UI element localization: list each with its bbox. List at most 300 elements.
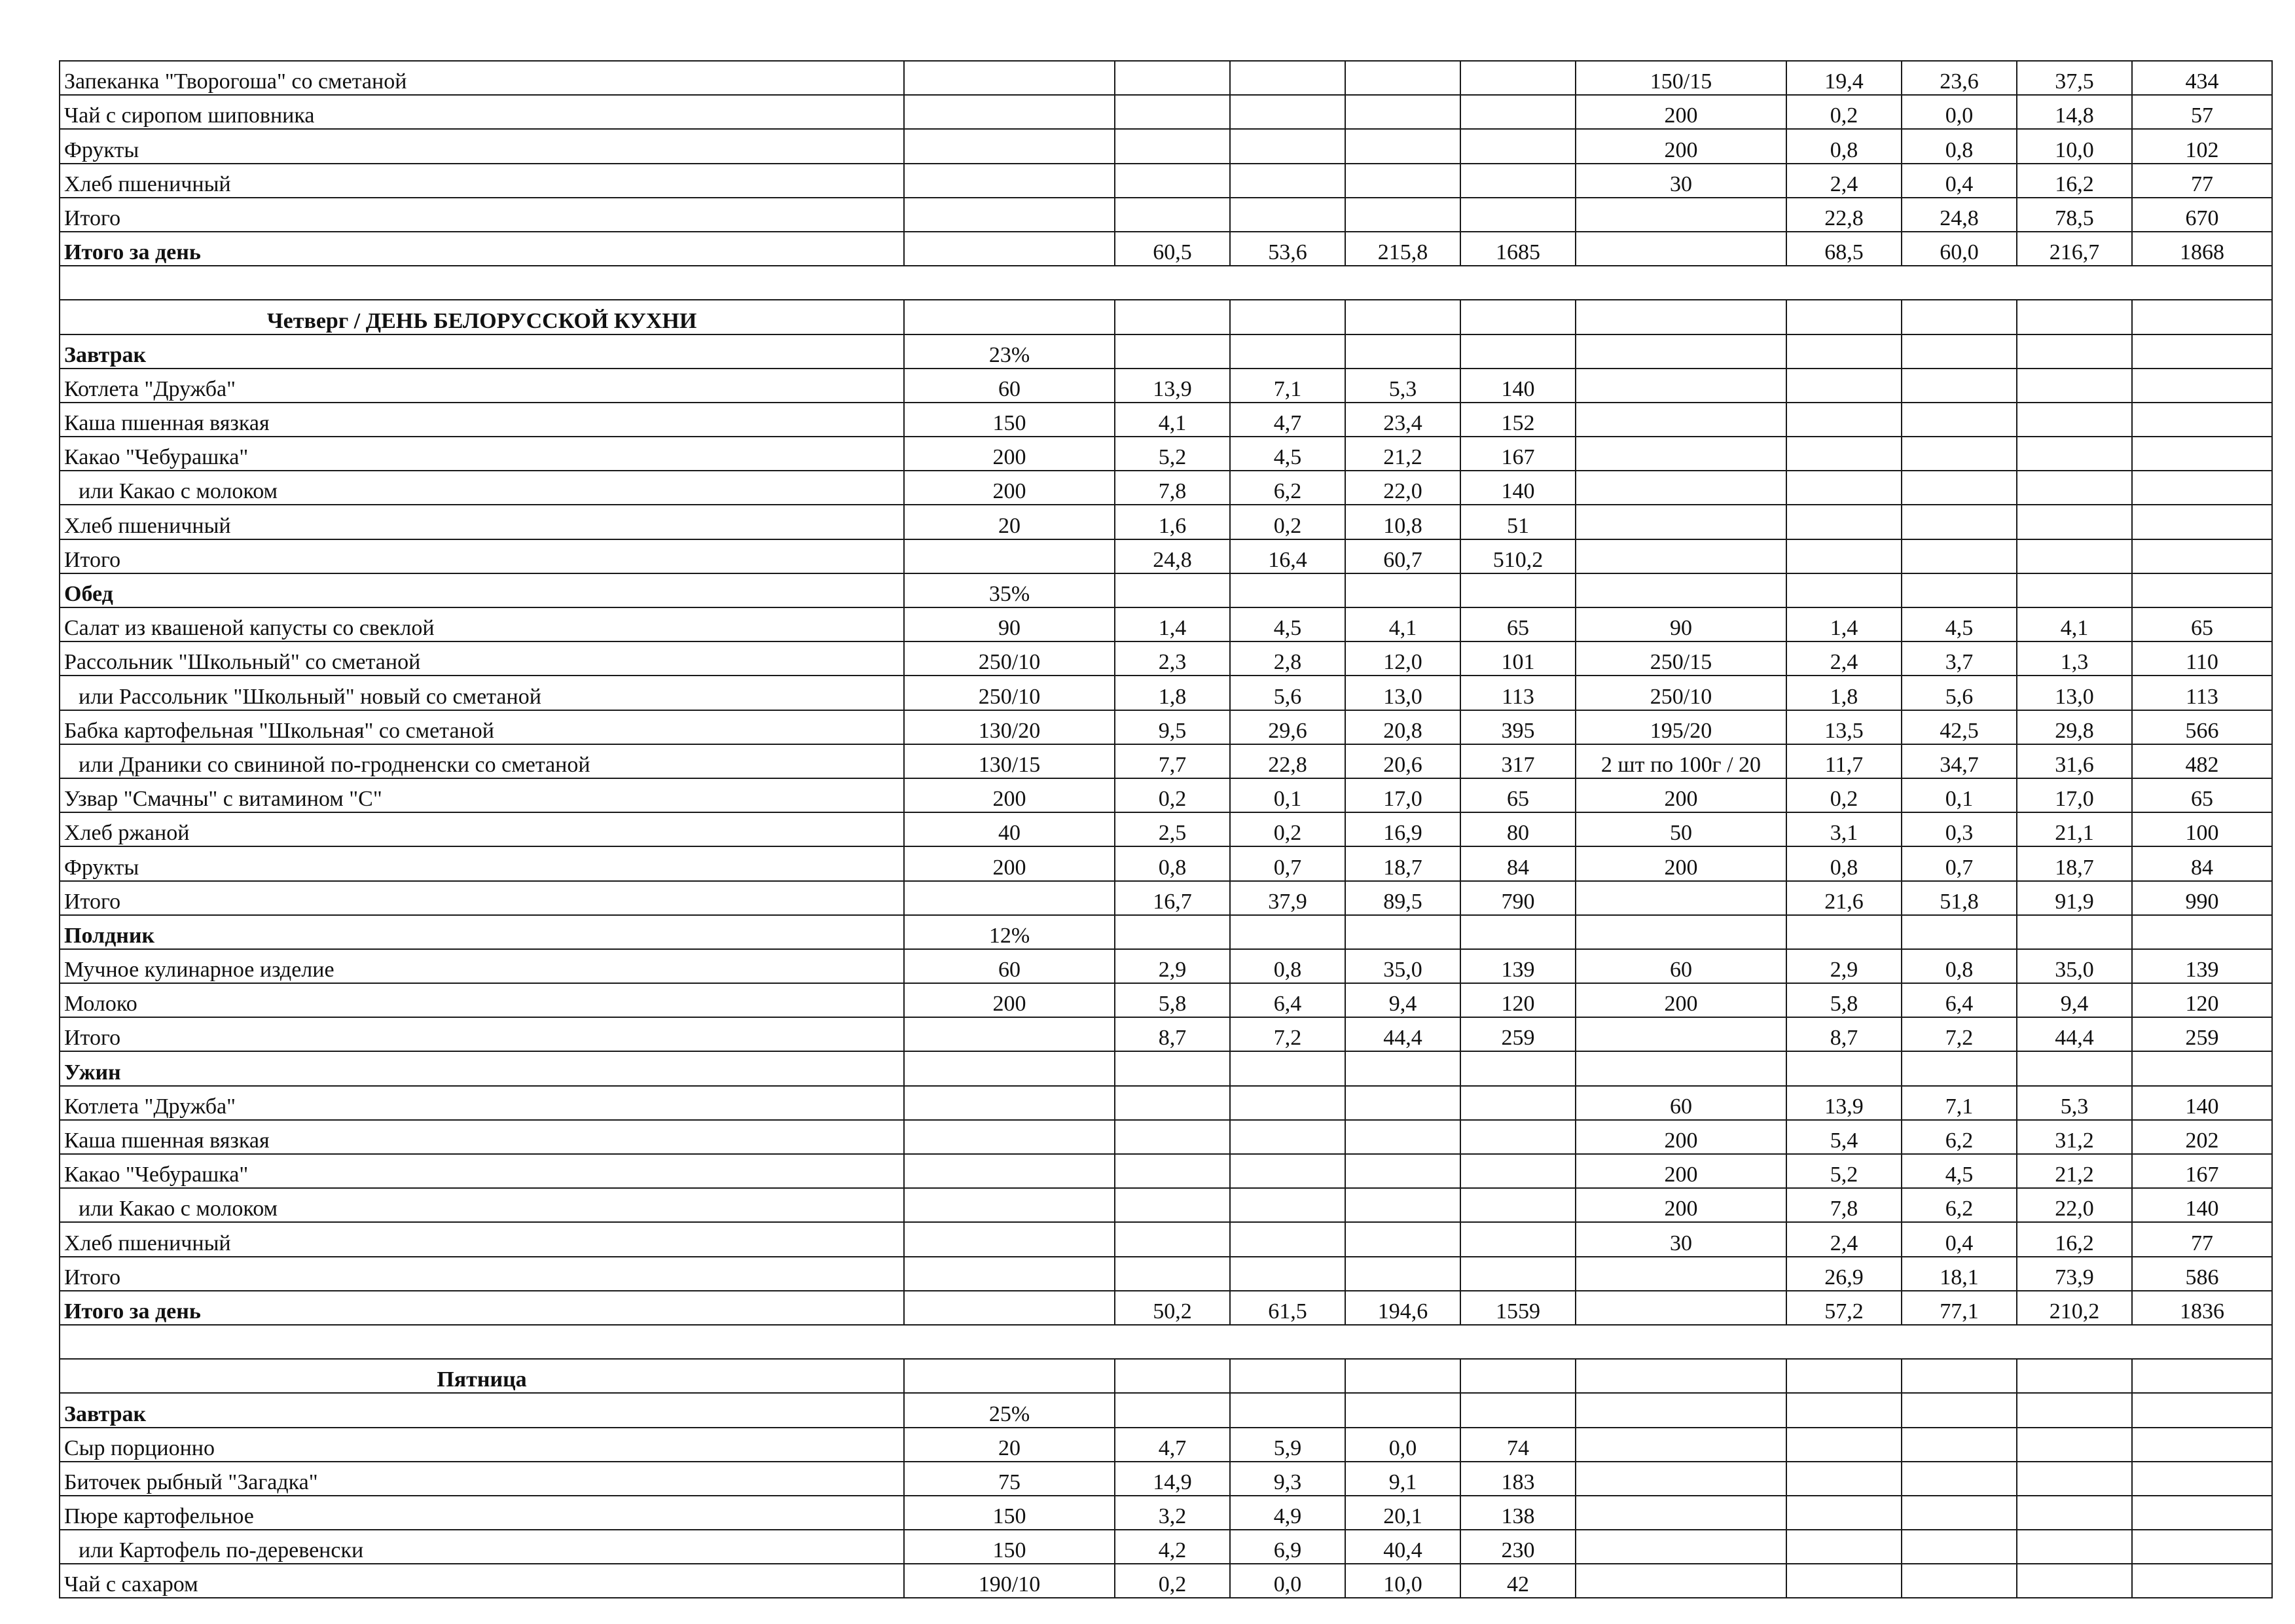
- value-cell: 0,8: [1115, 846, 1230, 880]
- value-cell: 65: [2132, 607, 2272, 641]
- table-row: [60, 1188, 2272, 1222]
- value-cell: 14,8: [2017, 95, 2132, 129]
- dish-name: Завтрак: [60, 1393, 904, 1427]
- value-cell: [2132, 1428, 2272, 1462]
- value-cell: 22,8: [1230, 744, 1345, 778]
- table-row: [60, 1222, 2272, 1256]
- value-cell: 200: [1576, 1154, 1786, 1188]
- value-cell: 4,5: [1230, 607, 1345, 641]
- value-cell: [1786, 505, 1902, 539]
- value-cell: 74: [1460, 1428, 1576, 1462]
- value-cell: 6,2: [1230, 471, 1345, 505]
- value-cell: 140: [2132, 1188, 2272, 1222]
- dish-name: Хлеб ржаной: [60, 812, 904, 846]
- value-cell: 11,7: [1786, 744, 1902, 778]
- value-cell: 20,8: [1345, 710, 1460, 744]
- dish-name: или Драники со свининой по-гродненски со сметаной: [60, 744, 904, 778]
- value-cell: 40,4: [1345, 1530, 1460, 1564]
- table-row: [60, 369, 2272, 403]
- day-header-row: [60, 300, 2272, 334]
- table-row: [60, 641, 2272, 676]
- dish-name: или Какао с молоком: [60, 1188, 904, 1222]
- value-cell: 139: [2132, 949, 2272, 983]
- dish-name: Рассольник "Школьный" со сметаной: [60, 641, 904, 676]
- value-cell: [904, 1120, 1115, 1154]
- value-cell: 24,8: [1902, 198, 2017, 232]
- value-cell: [1902, 505, 2017, 539]
- value-cell: 53,6: [1230, 232, 1345, 266]
- value-cell: 9,4: [1345, 983, 1460, 1017]
- value-cell: 17,0: [1345, 778, 1460, 812]
- table-row: [60, 1496, 2272, 1530]
- value-cell: 130/15: [904, 744, 1115, 778]
- value-cell: [1230, 164, 1345, 198]
- value-cell: [2017, 1564, 2132, 1598]
- value-cell: 2 шт по 100г / 20: [1576, 744, 1786, 778]
- value-cell: 200: [904, 983, 1115, 1017]
- spacer-row: [60, 266, 2272, 300]
- value-cell: [2132, 539, 2272, 573]
- dish-name: или Рассольник "Школьный" новый со сметаной: [60, 676, 904, 710]
- value-cell: 230: [1460, 1530, 1576, 1564]
- value-cell: 0,8: [1786, 846, 1902, 880]
- value-cell: 2,9: [1786, 949, 1902, 983]
- value-cell: [1786, 539, 1902, 573]
- spacer-row: [60, 1325, 2272, 1359]
- value-cell: [1230, 300, 1345, 334]
- value-cell: [1115, 300, 1230, 334]
- value-cell: [1345, 1051, 1460, 1085]
- value-cell: [1460, 573, 1576, 607]
- dish-name: Итого: [60, 1257, 904, 1291]
- value-cell: 26,9: [1786, 1257, 1902, 1291]
- value-cell: [1786, 1530, 1902, 1564]
- value-cell: [904, 129, 1115, 163]
- value-cell: 77,1: [1902, 1291, 2017, 1325]
- value-cell: [1230, 1154, 1345, 1188]
- value-cell: [1230, 1222, 1345, 1256]
- value-cell: [2017, 437, 2132, 471]
- table-row: [60, 1051, 2272, 1085]
- value-cell: [1786, 403, 1902, 437]
- value-cell: [2132, 1530, 2272, 1564]
- value-cell: [1230, 1188, 1345, 1222]
- value-cell: 1559: [1460, 1291, 1576, 1325]
- value-cell: 113: [1460, 676, 1576, 710]
- value-cell: 16,2: [2017, 164, 2132, 198]
- value-cell: [1576, 915, 1786, 949]
- value-cell: 140: [2132, 1086, 2272, 1120]
- value-cell: [1230, 1393, 1345, 1427]
- value-cell: [1902, 437, 2017, 471]
- value-cell: 5,3: [2017, 1086, 2132, 1120]
- value-cell: [2017, 334, 2132, 369]
- value-cell: 5,2: [1115, 437, 1230, 471]
- value-cell: [1902, 1359, 2017, 1393]
- table-row: [60, 607, 2272, 641]
- value-cell: 4,1: [2017, 607, 2132, 641]
- dish-name: Хлеб пшеничный: [60, 164, 904, 198]
- value-cell: 5,3: [1345, 369, 1460, 403]
- value-cell: [2132, 437, 2272, 471]
- table-row: [60, 471, 2272, 505]
- value-cell: 90: [904, 607, 1115, 641]
- value-cell: 60: [1576, 949, 1786, 983]
- table-row: [60, 1257, 2272, 1291]
- value-cell: [1345, 164, 1460, 198]
- table-row: [60, 1428, 2272, 1462]
- value-cell: 216,7: [2017, 232, 2132, 266]
- value-cell: [2017, 539, 2132, 573]
- table-row: [60, 164, 2272, 198]
- table-row: [60, 232, 2272, 266]
- value-cell: 21,2: [1345, 437, 1460, 471]
- table-row: [60, 983, 2272, 1017]
- value-cell: 102: [2132, 129, 2272, 163]
- value-cell: [904, 1154, 1115, 1188]
- value-cell: 4,1: [1115, 403, 1230, 437]
- value-cell: [1786, 1496, 1902, 1530]
- value-cell: 30: [1576, 164, 1786, 198]
- value-cell: 60,5: [1115, 232, 1230, 266]
- value-cell: 50,2: [1115, 1291, 1230, 1325]
- value-cell: [2132, 505, 2272, 539]
- value-cell: [2017, 403, 2132, 437]
- value-cell: [1460, 1393, 1576, 1427]
- value-cell: 200: [904, 437, 1115, 471]
- value-cell: 23,6: [1902, 61, 2017, 95]
- value-cell: 0,7: [1230, 846, 1345, 880]
- value-cell: 200: [1576, 1188, 1786, 1222]
- value-cell: 22,0: [2017, 1188, 2132, 1222]
- value-cell: 0,2: [1230, 505, 1345, 539]
- value-cell: 30: [1576, 1222, 1786, 1256]
- value-cell: 2,9: [1115, 949, 1230, 983]
- value-cell: 670: [2132, 198, 2272, 232]
- value-cell: [1576, 1393, 1786, 1427]
- value-cell: [1786, 1428, 1902, 1462]
- value-cell: 60: [904, 369, 1115, 403]
- value-cell: 6,2: [1902, 1120, 2017, 1154]
- value-cell: [1115, 1120, 1230, 1154]
- value-cell: 0,8: [1902, 949, 2017, 983]
- value-cell: [1902, 403, 2017, 437]
- value-cell: 4,7: [1230, 403, 1345, 437]
- dish-name: Обед: [60, 573, 904, 607]
- value-cell: 4,9: [1230, 1496, 1345, 1530]
- value-cell: [2132, 300, 2272, 334]
- value-cell: 6,9: [1230, 1530, 1345, 1564]
- table-row: [60, 744, 2272, 778]
- value-cell: [1460, 1257, 1576, 1291]
- value-cell: [2017, 1428, 2132, 1462]
- value-cell: [1230, 1120, 1345, 1154]
- value-cell: 3,1: [1786, 812, 1902, 846]
- value-cell: [2017, 1051, 2132, 1085]
- value-cell: [2017, 300, 2132, 334]
- value-cell: [1576, 505, 1786, 539]
- value-cell: [1115, 1257, 1230, 1291]
- value-cell: 195/20: [1576, 710, 1786, 744]
- value-cell: 0,1: [1230, 778, 1345, 812]
- value-cell: 0,0: [1902, 95, 2017, 129]
- value-cell: [2017, 471, 2132, 505]
- value-cell: 150: [904, 1530, 1115, 1564]
- value-cell: 566: [2132, 710, 2272, 744]
- value-cell: 140: [1460, 369, 1576, 403]
- value-cell: 100: [2132, 812, 2272, 846]
- value-cell: 13,9: [1786, 1086, 1902, 1120]
- value-cell: [1786, 1462, 1902, 1496]
- dish-name: Итого за день: [60, 232, 904, 266]
- value-cell: 2,5: [1115, 812, 1230, 846]
- value-cell: 210,2: [2017, 1291, 2132, 1325]
- menu-table: [59, 60, 2273, 1598]
- value-cell: [2017, 915, 2132, 949]
- value-cell: [2017, 1359, 2132, 1393]
- value-cell: [1786, 369, 1902, 403]
- table-row: [60, 1154, 2272, 1188]
- dish-name: Ужин: [60, 1051, 904, 1085]
- value-cell: 120: [2132, 983, 2272, 1017]
- value-cell: [904, 1017, 1115, 1051]
- table-row: [60, 198, 2272, 232]
- value-cell: [1345, 129, 1460, 163]
- value-cell: 21,6: [1786, 881, 1902, 915]
- value-cell: [904, 198, 1115, 232]
- value-cell: 167: [2132, 1154, 2272, 1188]
- value-cell: 0,2: [1786, 95, 1902, 129]
- value-cell: 510,2: [1460, 539, 1576, 573]
- value-cell: [1345, 1393, 1460, 1427]
- value-cell: [1902, 1051, 2017, 1085]
- table-row: [60, 334, 2272, 369]
- value-cell: [1115, 1154, 1230, 1188]
- value-cell: 20,1: [1345, 1496, 1460, 1530]
- dish-name: Котлета "Дружба": [60, 369, 904, 403]
- value-cell: 200: [904, 778, 1115, 812]
- value-cell: 37,5: [2017, 61, 2132, 95]
- value-cell: [1902, 369, 2017, 403]
- value-cell: 21,2: [2017, 1154, 2132, 1188]
- value-cell: 200: [1576, 983, 1786, 1017]
- value-cell: [1576, 334, 1786, 369]
- value-cell: [1902, 334, 2017, 369]
- value-cell: 2,3: [1115, 641, 1230, 676]
- value-cell: 200: [1576, 1120, 1786, 1154]
- value-cell: 4,5: [1902, 1154, 2017, 1188]
- value-cell: 29,6: [1230, 710, 1345, 744]
- value-cell: 0,8: [1786, 129, 1902, 163]
- table-row: [60, 403, 2272, 437]
- table-row: [60, 1086, 2272, 1120]
- value-cell: 25%: [904, 1393, 1115, 1427]
- value-cell: 65: [1460, 607, 1576, 641]
- value-cell: 10,0: [1345, 1564, 1460, 1598]
- value-cell: 77: [2132, 164, 2272, 198]
- value-cell: 20: [904, 1428, 1115, 1462]
- value-cell: [1115, 1393, 1230, 1427]
- value-cell: 0,4: [1902, 1222, 2017, 1256]
- value-cell: [1345, 1222, 1460, 1256]
- value-cell: 434: [2132, 61, 2272, 95]
- dish-name: Каша пшенная вязкая: [60, 1120, 904, 1154]
- value-cell: 34,7: [1902, 744, 2017, 778]
- value-cell: 2,8: [1230, 641, 1345, 676]
- value-cell: [1786, 1393, 1902, 1427]
- table-row: [60, 1564, 2272, 1598]
- value-cell: 9,1: [1345, 1462, 1460, 1496]
- spacer-cell: [60, 266, 2272, 300]
- value-cell: 84: [1460, 846, 1576, 880]
- value-cell: 16,4: [1230, 539, 1345, 573]
- dish-name: или Какао с молоком: [60, 471, 904, 505]
- value-cell: 13,0: [1345, 676, 1460, 710]
- table-row: [60, 846, 2272, 880]
- value-cell: [1345, 573, 1460, 607]
- value-cell: 110: [2132, 641, 2272, 676]
- value-cell: [1230, 61, 1345, 95]
- value-cell: [1902, 1428, 2017, 1462]
- table-row: [60, 95, 2272, 129]
- value-cell: 250/10: [904, 676, 1115, 710]
- dish-name: Полдник: [60, 915, 904, 949]
- value-cell: [904, 1086, 1115, 1120]
- dish-name: Молоко: [60, 983, 904, 1017]
- dish-name: Фрукты: [60, 846, 904, 880]
- value-cell: 57: [2132, 95, 2272, 129]
- value-cell: [904, 1188, 1115, 1222]
- value-cell: [1460, 61, 1576, 95]
- value-cell: [1230, 334, 1345, 369]
- value-cell: 4,7: [1115, 1428, 1230, 1462]
- table-row: [60, 676, 2272, 710]
- dish-name: Каша пшенная вязкая: [60, 403, 904, 437]
- value-cell: 89,5: [1345, 881, 1460, 915]
- value-cell: 150: [904, 1496, 1115, 1530]
- value-cell: 1,6: [1115, 505, 1230, 539]
- value-cell: 183: [1460, 1462, 1576, 1496]
- value-cell: 78,5: [2017, 198, 2132, 232]
- value-cell: 0,7: [1902, 846, 2017, 880]
- value-cell: 35,0: [2017, 949, 2132, 983]
- value-cell: 17,0: [2017, 778, 2132, 812]
- value-cell: 44,4: [1345, 1017, 1460, 1051]
- value-cell: [2017, 505, 2132, 539]
- value-cell: 18,1: [1902, 1257, 2017, 1291]
- dish-name: Сыр порционно: [60, 1428, 904, 1462]
- value-cell: [904, 1291, 1115, 1325]
- dish-name: Мучное кулинарное изделие: [60, 949, 904, 983]
- value-cell: 202: [2132, 1120, 2272, 1154]
- value-cell: [1345, 1359, 1460, 1393]
- value-cell: [2132, 573, 2272, 607]
- value-cell: 0,0: [1230, 1564, 1345, 1598]
- value-cell: 0,8: [1230, 949, 1345, 983]
- value-cell: 9,3: [1230, 1462, 1345, 1496]
- value-cell: 73,9: [2017, 1257, 2132, 1291]
- value-cell: [1460, 129, 1576, 163]
- value-cell: 138: [1460, 1496, 1576, 1530]
- table-row: [60, 1017, 2272, 1051]
- value-cell: 0,1: [1902, 778, 2017, 812]
- value-cell: [2132, 1051, 2272, 1085]
- value-cell: [1902, 1462, 2017, 1496]
- value-cell: 16,2: [2017, 1222, 2132, 1256]
- value-cell: 90: [1576, 607, 1786, 641]
- value-cell: [904, 61, 1115, 95]
- dish-name: Салат из квашеной капусты со свеклой: [60, 607, 904, 641]
- value-cell: [1902, 573, 2017, 607]
- day-title: Пятница: [60, 1359, 904, 1393]
- value-cell: [1115, 164, 1230, 198]
- value-cell: [1576, 573, 1786, 607]
- value-cell: 91,9: [2017, 881, 2132, 915]
- value-cell: 12,0: [1345, 641, 1460, 676]
- value-cell: 29,8: [2017, 710, 2132, 744]
- value-cell: 194,6: [1345, 1291, 1460, 1325]
- value-cell: 37,9: [1230, 881, 1345, 915]
- value-cell: [1345, 915, 1460, 949]
- value-cell: [904, 300, 1115, 334]
- value-cell: 23%: [904, 334, 1115, 369]
- value-cell: [1576, 300, 1786, 334]
- value-cell: 1836: [2132, 1291, 2272, 1325]
- value-cell: 317: [1460, 744, 1576, 778]
- value-cell: [1345, 1257, 1460, 1291]
- table-row: [60, 539, 2272, 573]
- dish-name: Итого: [60, 539, 904, 573]
- value-cell: 16,9: [1345, 812, 1460, 846]
- value-cell: 1,8: [1115, 676, 1230, 710]
- value-cell: 12%: [904, 915, 1115, 949]
- value-cell: [1902, 915, 2017, 949]
- value-cell: [1345, 198, 1460, 232]
- value-cell: 1,3: [2017, 641, 2132, 676]
- dish-name: Завтрак: [60, 334, 904, 369]
- value-cell: [1786, 334, 1902, 369]
- value-cell: 6,4: [1902, 983, 2017, 1017]
- value-cell: 0,2: [1786, 778, 1902, 812]
- table-row: [60, 61, 2272, 95]
- value-cell: [2017, 1462, 2132, 1496]
- dish-name: Итого за день: [60, 1291, 904, 1325]
- value-cell: 4,2: [1115, 1530, 1230, 1564]
- value-cell: 167: [1460, 437, 1576, 471]
- dish-name: Пюре картофельное: [60, 1496, 904, 1530]
- value-cell: 13,0: [2017, 676, 2132, 710]
- value-cell: [2017, 573, 2132, 607]
- value-cell: 5,2: [1786, 1154, 1902, 1188]
- dish-name: Биточек рыбный "Загадка": [60, 1462, 904, 1496]
- value-cell: [904, 1257, 1115, 1291]
- value-cell: [2132, 403, 2272, 437]
- value-cell: 60,0: [1902, 232, 2017, 266]
- value-cell: 31,2: [2017, 1120, 2132, 1154]
- value-cell: [1576, 1051, 1786, 1085]
- value-cell: 113: [2132, 676, 2272, 710]
- value-cell: 0,8: [1902, 129, 2017, 163]
- value-cell: 9,5: [1115, 710, 1230, 744]
- value-cell: 4,5: [1230, 437, 1345, 471]
- value-cell: 18,7: [2017, 846, 2132, 880]
- value-cell: [1786, 1359, 1902, 1393]
- value-cell: [1230, 1086, 1345, 1120]
- value-cell: 77: [2132, 1222, 2272, 1256]
- table-row: [60, 881, 2272, 915]
- value-cell: 250/15: [1576, 641, 1786, 676]
- value-cell: [1786, 1564, 1902, 1598]
